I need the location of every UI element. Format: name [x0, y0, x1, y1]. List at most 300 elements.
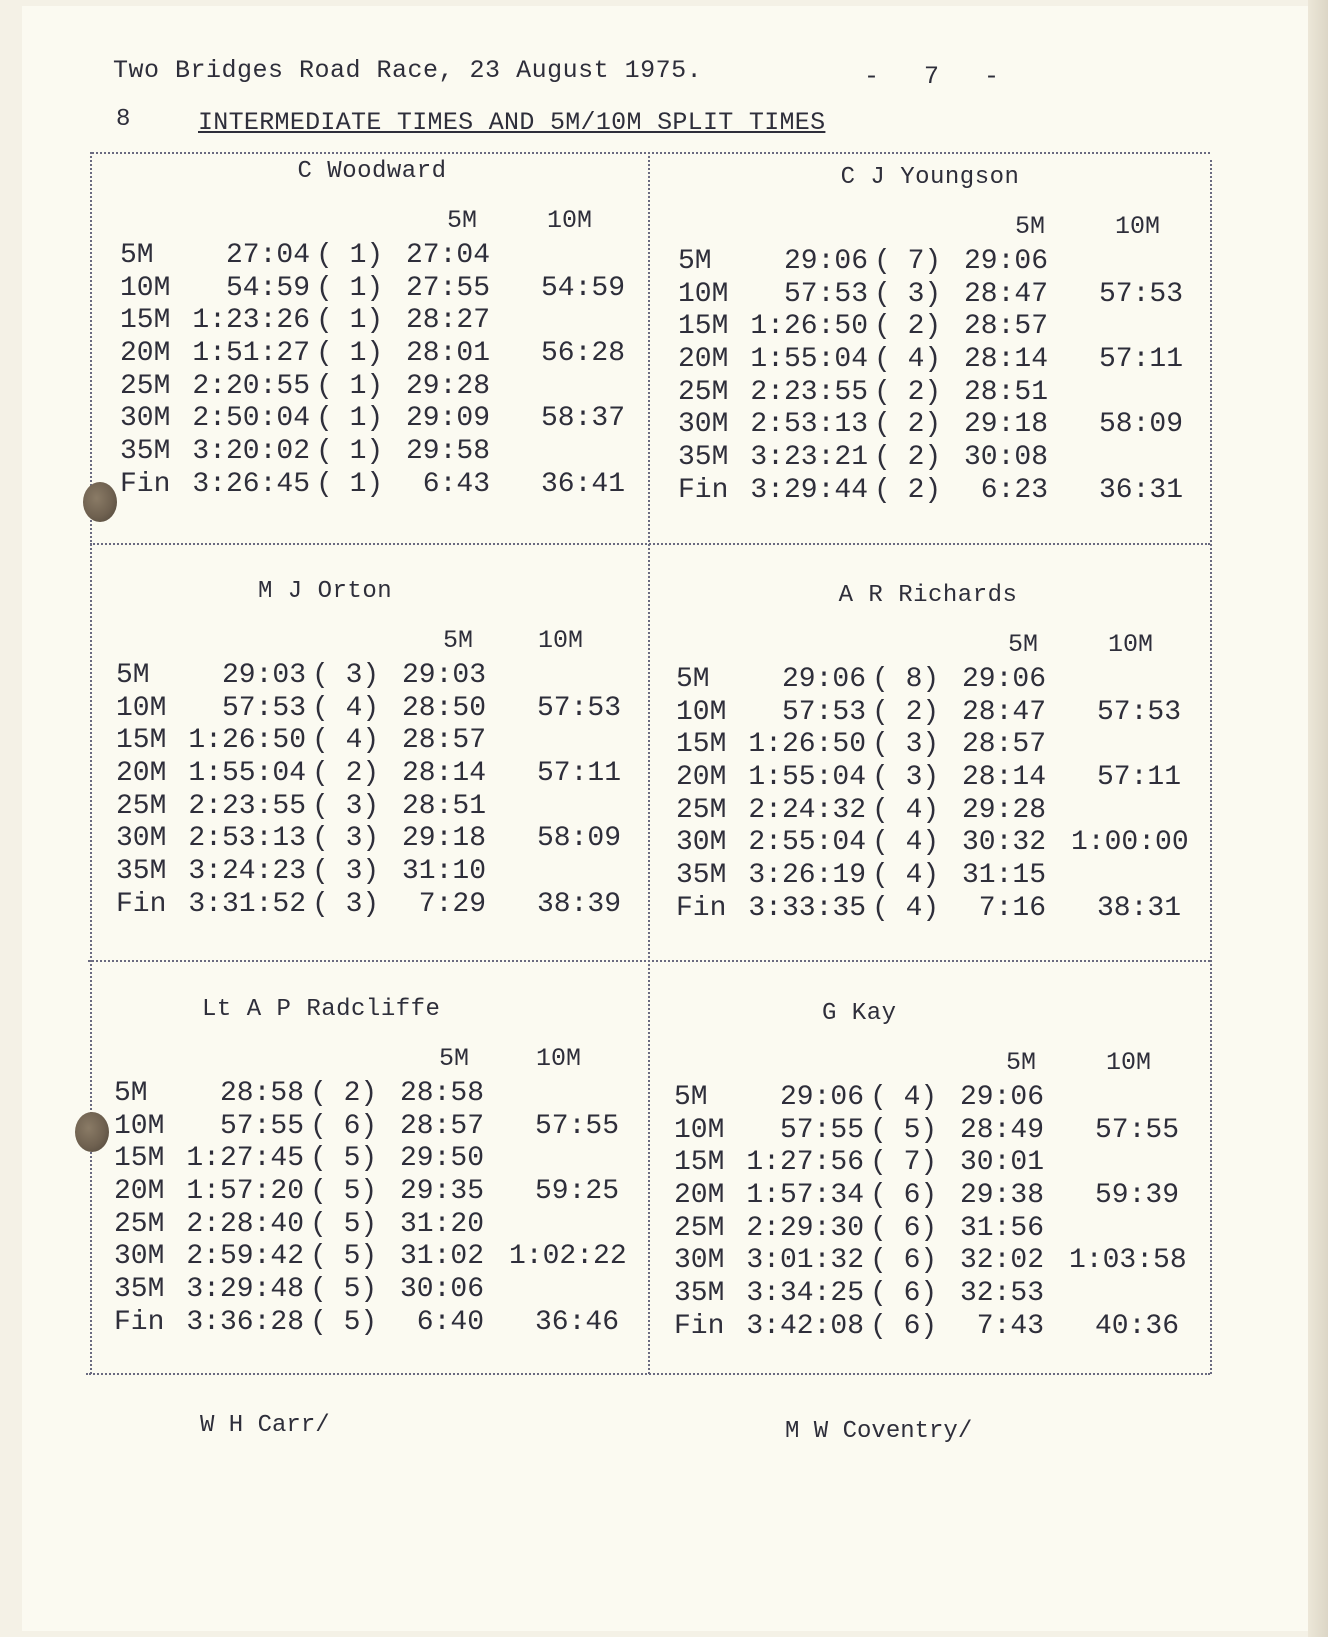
split-5m: 29:03 — [401, 660, 486, 691]
elapsed-time: 2:59:42 — [186, 1241, 304, 1273]
signature-right: M W Coventry/ — [785, 1418, 973, 1445]
elapsed-time: 3:29:44 — [750, 474, 868, 506]
distance-label: Fin — [676, 892, 727, 924]
table-row — [678, 279, 1208, 312]
split-5m: 28:57 — [399, 1110, 484, 1142]
table-row — [116, 725, 646, 758]
elapsed-time: 29:06 — [781, 664, 866, 695]
table-row — [114, 1078, 644, 1111]
position: ( 4) — [874, 344, 942, 376]
position: ( 3) — [312, 660, 380, 691]
position: ( 3) — [874, 278, 942, 310]
punch-hole — [83, 482, 117, 522]
split-5m: 29:18 — [963, 409, 1048, 441]
distance-label: 15M — [674, 1147, 725, 1179]
elapsed-time: 3:01:32 — [746, 1245, 864, 1277]
position: ( 5) — [310, 1241, 378, 1273]
split-5m: 6:40 — [416, 1306, 484, 1338]
split-10m: 58:09 — [1098, 409, 1183, 441]
split-table — [678, 246, 1208, 508]
elapsed-time: 2:24:32 — [748, 794, 866, 826]
elapsed-time: 3:29:48 — [186, 1274, 304, 1306]
elapsed-time: 3:42:08 — [746, 1310, 864, 1342]
table-row — [120, 469, 650, 502]
distance-label: 10M — [120, 272, 171, 304]
split-5m: 30:08 — [963, 442, 1048, 474]
distance-label: 10M — [678, 278, 729, 310]
table-row — [674, 1213, 1204, 1246]
split-5m: 29:28 — [405, 370, 490, 402]
distance-label: 15M — [114, 1143, 165, 1175]
runner-box — [656, 998, 1196, 1378]
elapsed-time: 57:53 — [783, 278, 868, 310]
split-table — [116, 660, 646, 922]
table-row — [120, 403, 650, 436]
position: ( 4) — [872, 860, 940, 892]
split-10m: 57:55 — [534, 1110, 619, 1142]
position: ( 2) — [874, 442, 942, 474]
elapsed-time: 3:31:52 — [188, 888, 306, 920]
split-table — [120, 240, 650, 502]
runner-box — [658, 580, 1198, 960]
split-5m: 31:02 — [399, 1241, 484, 1273]
split-5m: 32:02 — [959, 1245, 1044, 1277]
distance-label: 20M — [674, 1180, 725, 1212]
position: ( 1) — [316, 305, 384, 337]
position: ( 6) — [870, 1245, 938, 1277]
table-row — [678, 311, 1208, 344]
split-5m: 31:10 — [401, 856, 486, 888]
elapsed-time: 57:55 — [219, 1110, 304, 1142]
distance-label: 20M — [114, 1176, 165, 1208]
position: ( 5) — [310, 1274, 378, 1306]
position: ( 6) — [870, 1212, 938, 1244]
position: ( 4) — [872, 827, 940, 859]
position: ( 4) — [870, 1082, 938, 1113]
distance-label: 30M — [674, 1245, 725, 1277]
distance-label: 35M — [120, 436, 171, 468]
table-row — [674, 1245, 1204, 1278]
distance-label: 30M — [116, 823, 167, 855]
elapsed-time: 3:23:21 — [750, 442, 868, 474]
distance-label: 10M — [116, 692, 167, 724]
elapsed-time: 28:58 — [219, 1078, 304, 1109]
runner-box — [660, 162, 1200, 542]
elapsed-time: 2:23:55 — [750, 376, 868, 408]
elapsed-time: 57:53 — [221, 692, 306, 724]
elapsed-time: 1:51:27 — [192, 338, 310, 370]
split-10m: 54:59 — [540, 272, 625, 304]
split-5m: 29:09 — [405, 403, 490, 435]
split-10m: 36:46 — [534, 1306, 619, 1338]
split-5m: 28:57 — [961, 729, 1046, 761]
position: ( 2) — [872, 696, 940, 728]
split-table — [674, 1082, 1204, 1344]
distance-label: 25M — [116, 790, 167, 822]
col-header-5m: 5M — [1008, 630, 1039, 659]
split-10m: 58:09 — [536, 823, 621, 855]
split-5m: 29:06 — [963, 246, 1048, 277]
split-10m: 57:11 — [1096, 762, 1181, 794]
distance-label: 20M — [116, 758, 167, 790]
position: ( 3) — [312, 790, 380, 822]
grid-line-left — [90, 152, 92, 1374]
elapsed-time: 1:57:20 — [186, 1176, 304, 1208]
split-5m: 7:43 — [976, 1310, 1044, 1342]
split-5m: 29:06 — [961, 664, 1046, 695]
table-row — [674, 1115, 1204, 1148]
elapsed-time: 2:53:13 — [188, 823, 306, 855]
col-header-5m: 5M — [447, 206, 478, 235]
distance-label: 15M — [678, 311, 729, 343]
table-row — [114, 1274, 644, 1307]
split-5m: 28:14 — [401, 758, 486, 790]
table-row — [114, 1209, 644, 1242]
elapsed-time: 1:26:50 — [750, 311, 868, 343]
table-row — [116, 791, 646, 824]
runner-box — [102, 156, 642, 536]
split-10m: 38:31 — [1096, 892, 1181, 924]
elapsed-time: 2:50:04 — [192, 403, 310, 435]
table-row — [114, 1241, 644, 1274]
col-header-5m: 5M — [439, 1044, 470, 1073]
runner-name: G Kay — [822, 1000, 897, 1027]
distance-label: 5M — [676, 664, 710, 695]
split-5m: 27:04 — [405, 240, 490, 271]
position: ( 2) — [312, 758, 380, 790]
col-header-10m: 10M — [536, 1044, 582, 1073]
split-5m: 28:57 — [401, 725, 486, 757]
distance-label: 5M — [116, 660, 150, 691]
table-row — [116, 660, 646, 693]
table-row — [116, 758, 646, 791]
col-header-10m: 10M — [1106, 1048, 1152, 1077]
split-10m: 59:39 — [1094, 1180, 1179, 1212]
split-10m: 1:03:58 — [1069, 1245, 1187, 1277]
section-title: INTERMEDIATE TIMES AND 5M/10M SPLIT TIMES — [198, 108, 826, 137]
split-5m: 29:50 — [399, 1143, 484, 1175]
elapsed-time: 1:27:45 — [186, 1143, 304, 1175]
position: ( 6) — [870, 1278, 938, 1310]
distance-label: 35M — [674, 1278, 725, 1310]
split-5m: 28:50 — [401, 692, 486, 724]
position: ( 1) — [316, 468, 384, 500]
table-row — [674, 1180, 1204, 1213]
position: ( 3) — [312, 823, 380, 855]
table-row — [676, 762, 1206, 795]
distance-label: 35M — [116, 856, 167, 888]
col-header-10m: 10M — [538, 626, 584, 655]
position: ( 2) — [874, 474, 942, 506]
grid-line-top — [92, 152, 1210, 154]
elapsed-time: 3:26:19 — [748, 860, 866, 892]
position: ( 5) — [310, 1143, 378, 1175]
split-5m: 7:16 — [978, 892, 1046, 924]
position: ( 1) — [316, 338, 384, 370]
elapsed-time: 1:26:50 — [188, 725, 306, 757]
table-row — [676, 729, 1206, 762]
elapsed-time: 2:20:55 — [192, 370, 310, 402]
distance-label: 30M — [120, 403, 171, 435]
split-10m: 59:25 — [534, 1176, 619, 1208]
col-header-5m: 5M — [1015, 212, 1046, 241]
col-header-10m: 10M — [1115, 212, 1161, 241]
split-10m: 57:11 — [536, 758, 621, 790]
distance-label: Fin — [678, 474, 729, 506]
document-title: Two Bridges Road Race, 23 August 1975. — [113, 56, 703, 85]
distance-label: 15M — [676, 729, 727, 761]
distance-label: 15M — [120, 305, 171, 337]
col-header-5m: 5M — [1006, 1048, 1037, 1077]
position: ( 1) — [316, 240, 384, 271]
runner-name: C Woodward — [297, 158, 447, 185]
runner-name: C J Youngson — [840, 164, 1020, 191]
split-5m: 29:58 — [405, 436, 490, 468]
position: ( 3) — [872, 762, 940, 794]
section-number: 8 — [116, 106, 131, 133]
split-10m: 57:53 — [536, 692, 621, 724]
table-row — [678, 377, 1208, 410]
position: ( 7) — [874, 246, 942, 277]
elapsed-time: 2:53:13 — [750, 409, 868, 441]
split-5m: 28:51 — [401, 790, 486, 822]
elapsed-time: 29:03 — [221, 660, 306, 691]
position: ( 3) — [312, 856, 380, 888]
position: ( 4) — [312, 692, 380, 724]
page-edge — [1308, 0, 1328, 1637]
distance-label: 35M — [678, 442, 729, 474]
elapsed-time: 1:26:50 — [748, 729, 866, 761]
position: ( 1) — [316, 370, 384, 402]
table-row — [676, 697, 1206, 730]
split-10m: 36:41 — [540, 468, 625, 500]
table-row — [674, 1311, 1204, 1344]
distance-label: 25M — [120, 370, 171, 402]
table-row — [674, 1147, 1204, 1180]
position: ( 1) — [316, 403, 384, 435]
distance-label: 15M — [116, 725, 167, 757]
position: ( 7) — [870, 1147, 938, 1179]
split-10m: 57:55 — [1094, 1114, 1179, 1146]
table-row — [678, 442, 1208, 475]
position: ( 2) — [310, 1078, 378, 1109]
distance-label: 25M — [678, 376, 729, 408]
distance-label: 20M — [676, 762, 727, 794]
col-header-10m: 10M — [547, 206, 593, 235]
distance-label: Fin — [114, 1306, 165, 1338]
split-5m: 28:47 — [963, 278, 1048, 310]
distance-label: 5M — [114, 1078, 148, 1109]
table-row — [114, 1143, 644, 1176]
split-10m: 40:36 — [1094, 1310, 1179, 1342]
split-table — [676, 664, 1206, 926]
table-row — [120, 273, 650, 306]
table-row — [120, 371, 650, 404]
split-5m: 32:53 — [959, 1278, 1044, 1310]
split-5m: 28:01 — [405, 338, 490, 370]
elapsed-time: 27:04 — [225, 240, 310, 271]
distance-label: Fin — [116, 888, 167, 920]
split-5m: 28:57 — [963, 311, 1048, 343]
table-row — [116, 693, 646, 726]
elapsed-time: 29:06 — [783, 246, 868, 277]
split-10m: 57:53 — [1096, 696, 1181, 728]
elapsed-time: 3:26:45 — [192, 468, 310, 500]
table-row — [114, 1111, 644, 1144]
elapsed-time: 1:55:04 — [748, 762, 866, 794]
position: ( 6) — [310, 1110, 378, 1142]
distance-label: 30M — [114, 1241, 165, 1273]
distance-label: 5M — [678, 246, 712, 277]
split-5m: 31:56 — [959, 1212, 1044, 1244]
split-10m: 58:37 — [540, 403, 625, 435]
table-row — [676, 664, 1206, 697]
distance-label: Fin — [674, 1310, 725, 1342]
split-10m: 1:02:22 — [509, 1241, 627, 1273]
table-row — [120, 338, 650, 371]
split-5m: 29:35 — [399, 1176, 484, 1208]
elapsed-time: 57:55 — [779, 1114, 864, 1146]
split-5m: 28:58 — [399, 1078, 484, 1109]
position: ( 5) — [870, 1114, 938, 1146]
elapsed-time: 1:55:04 — [188, 758, 306, 790]
table-row — [676, 860, 1206, 893]
table-row — [678, 475, 1208, 508]
runner-name: Lt A P Radcliffe — [202, 996, 441, 1023]
signature-left: W H Carr/ — [200, 1412, 330, 1439]
runner-name: A R Richards — [838, 582, 1018, 609]
split-10m: 38:39 — [536, 888, 621, 920]
split-5m: 29:06 — [959, 1082, 1044, 1113]
elapsed-time: 57:53 — [781, 696, 866, 728]
split-10m: 57:53 — [1098, 278, 1183, 310]
split-5m: 30:01 — [959, 1147, 1044, 1179]
split-5m: 29:38 — [959, 1180, 1044, 1212]
table-row — [676, 893, 1206, 926]
runner-name: M J Orton — [258, 578, 393, 605]
position: ( 6) — [870, 1180, 938, 1212]
elapsed-time: 3:36:28 — [186, 1306, 304, 1338]
split-10m: 56:28 — [540, 338, 625, 370]
elapsed-time: 2:23:55 — [188, 790, 306, 822]
position: ( 6) — [870, 1310, 938, 1342]
table-row — [120, 436, 650, 469]
table-row — [120, 240, 650, 273]
table-row — [674, 1278, 1204, 1311]
elapsed-time: 2:29:30 — [746, 1212, 864, 1244]
split-5m: 7:29 — [418, 888, 486, 920]
distance-label: Fin — [120, 468, 171, 500]
page-number: - 7 - — [864, 62, 1000, 91]
elapsed-time: 54:59 — [225, 272, 310, 304]
split-5m: 31:20 — [399, 1208, 484, 1240]
position: ( 5) — [310, 1176, 378, 1208]
split-5m: 28:51 — [963, 376, 1048, 408]
distance-label: 35M — [114, 1274, 165, 1306]
elapsed-time: 3:34:25 — [746, 1278, 864, 1310]
position: ( 2) — [874, 409, 942, 441]
elapsed-time: 29:06 — [779, 1082, 864, 1113]
split-10m: 1:00:00 — [1071, 827, 1189, 859]
col-header-5m: 5M — [443, 626, 474, 655]
table-row — [116, 856, 646, 889]
position: ( 1) — [316, 272, 384, 304]
table-row — [116, 889, 646, 922]
table-row — [678, 409, 1208, 442]
runner-box — [98, 576, 638, 956]
grid-line-row1 — [90, 543, 1210, 545]
split-5m: 28:49 — [959, 1114, 1044, 1146]
table-row — [116, 823, 646, 856]
distance-label: 25M — [676, 794, 727, 826]
grid-line-right — [1210, 160, 1212, 1374]
elapsed-time: 1:27:56 — [746, 1147, 864, 1179]
position: ( 3) — [312, 888, 380, 920]
split-10m: 36:31 — [1098, 474, 1183, 506]
distance-label: 5M — [120, 240, 154, 271]
col-header-10m: 10M — [1108, 630, 1154, 659]
position: ( 5) — [310, 1208, 378, 1240]
split-10m: 57:11 — [1098, 344, 1183, 376]
elapsed-time: 1:55:04 — [750, 344, 868, 376]
position: ( 8) — [872, 664, 940, 695]
split-5m: 28:14 — [961, 762, 1046, 794]
table-row — [120, 305, 650, 338]
elapsed-time: 3:20:02 — [192, 436, 310, 468]
position: ( 4) — [312, 725, 380, 757]
distance-label: 10M — [674, 1114, 725, 1146]
position: ( 1) — [316, 436, 384, 468]
table-row — [678, 246, 1208, 279]
elapsed-time: 2:55:04 — [748, 827, 866, 859]
split-5m: 6:43 — [422, 468, 490, 500]
elapsed-time: 3:33:35 — [748, 892, 866, 924]
runner-box — [96, 994, 636, 1374]
split-5m: 28:47 — [961, 696, 1046, 728]
split-5m: 29:18 — [401, 823, 486, 855]
table-row — [114, 1176, 644, 1209]
distance-label: 10M — [114, 1110, 165, 1142]
position: ( 5) — [310, 1306, 378, 1338]
position: ( 3) — [872, 729, 940, 761]
position: ( 4) — [872, 794, 940, 826]
split-5m: 28:27 — [405, 305, 490, 337]
elapsed-time: 3:24:23 — [188, 856, 306, 888]
distance-label: 30M — [676, 827, 727, 859]
punch-hole — [75, 1112, 109, 1152]
table-row — [114, 1307, 644, 1340]
table-row — [676, 827, 1206, 860]
split-5m: 6:23 — [980, 474, 1048, 506]
split-5m: 30:32 — [961, 827, 1046, 859]
table-row — [678, 344, 1208, 377]
split-5m: 27:55 — [405, 272, 490, 304]
position: ( 2) — [874, 376, 942, 408]
elapsed-time: 1:57:34 — [746, 1180, 864, 1212]
table-row — [676, 795, 1206, 828]
distance-label: 35M — [676, 860, 727, 892]
distance-label: 20M — [120, 338, 171, 370]
elapsed-time: 1:23:26 — [192, 305, 310, 337]
split-5m: 31:15 — [961, 860, 1046, 892]
distance-label: 30M — [678, 409, 729, 441]
distance-label: 25M — [674, 1212, 725, 1244]
split-5m: 28:14 — [963, 344, 1048, 376]
distance-label: 10M — [676, 696, 727, 728]
position: ( 4) — [872, 892, 940, 924]
table-row — [674, 1082, 1204, 1115]
position: ( 2) — [874, 311, 942, 343]
